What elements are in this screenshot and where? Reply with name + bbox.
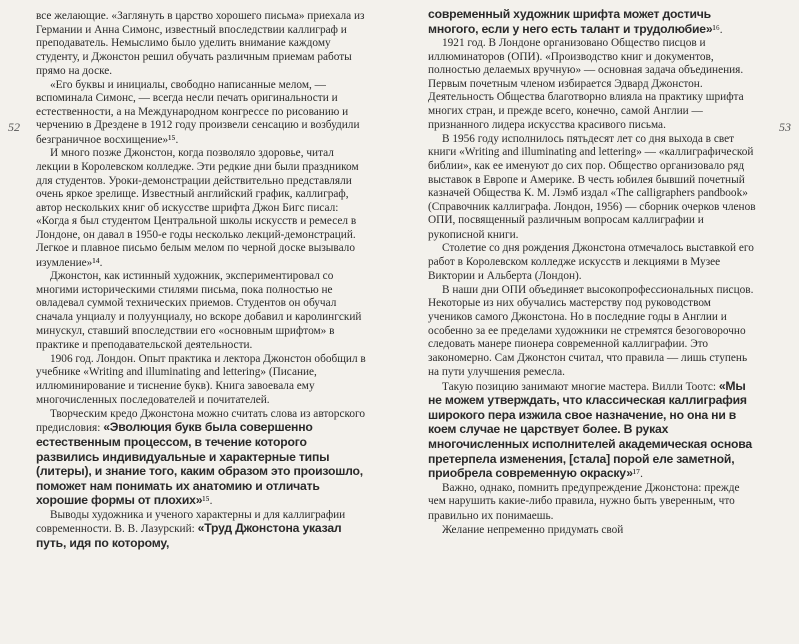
paragraph: «Его буквы и инициалы, свободно написанные мелом, — вспоминала Симонс, — всегда несли печать оригинальности и естественности, а на Международном конгрессе по рисованию и черчению в Дрездене в 1912 году произвели сенсацию и возбудили безграничное восхищение»¹⁵.	[36, 78, 360, 146]
paragraph: все желающие. «Заглянуть в царство хорошего письма» приехала из Германии и Анна Симонс, известный впоследствии каллиграф и преподаватель. Немыслимо было уделить внимание каждому студенту, и Джонстон решил обучать различным приемам работы прямо на доске.	[36, 10, 365, 78]
paragraph: И много позже Джонстон, когда позволяло здоровье, читал лекции в Королевском колледже. Эти редкие дни были праздником для студентов. Уроки-демонстрации действительно представляли очень яркое зрелище. Известный английский график, каллиграф, автор нескольких книг об искусстве шрифта Джон Бигс писал: «Когда я был студентом Центральной школы искусств и ремесел в Лондоне, он давал в 1950-е годы несколько лекций-демонстраций. Легкое и плавное письмо белым мелом по черной доске вызывало изумление»¹⁴.	[36, 147, 359, 269]
quote-bold: современный художник шрифта может достичь многого, если у него есть талант и трудолюбие»	[428, 7, 713, 36]
paragraph: Желание непременно придумать свой	[442, 524, 624, 537]
quote-bold: «Мы не можем утверждать, что классическая каллиграфия широкого пера изжила свое назначение, но она ни в коем случае не царствует более. В руках многочисленных исполнителей академическая основа претерпела изменения, [стала] порой еле заметной, приобрела современную окраску»	[428, 378, 752, 481]
quote-bold: «Труд Джонстона указал путь, идя по которому,	[36, 521, 342, 550]
page-number-left: 52	[8, 120, 20, 134]
paragraph: 1921 год. В Лондоне организовано Общество писцов и иллюминаторов (ОПИ). «Производство книг и документов, полностью делаемых вручную» — основная задача объединения. Первым почетным членом избирается Эдвард Джонстон. Деятельность Общества благотворно влияла на практику шрифта многих стран, и прежде всего, конечно, самой Англии — признанного лидера искусства красивого письма.	[428, 37, 744, 132]
paragraph: Такую позицию занимают многие мастера. Вилли Тоотс: «Мы не можем утверждать, что классическая каллиграфия широкого пера изжила свое назначение, но она ни в коем случае не царствует более. В руках многочисленных исполнителей академическая основа претерпела изменения, [стала] порой еле заметной, приобрела современную окраску»¹⁷.	[428, 378, 752, 481]
paragraph: Джонстон, как истинный художник, экспериментировал со многими историческими стилями письма, пока полностью не овладевал суммой технических приемов. Студентов он обучал сначала унциалу и полуунциалу, но вскоре добавил и каролингский минускул, ставший впоследствии его «основным шрифтом» в практике и преподавательской деятельности.	[36, 270, 362, 352]
paragraph: В наши дни ОПИ объединяет высокопрофессиональных писцов. Некоторые из них обучались мастерству под руководством учеников самого Джонстона. Но в последние годы в Англии и особенно за ее пределами художники не стремятся безоговорочно следовать манере пионера современной каллиграфии. Это закономерно. Сам Джонстон считал, что правила — лишь ступень на пути улучшения ремесла.	[428, 283, 754, 379]
paragraph: современный художник шрифта может достичь многого, если у него есть талант и трудолюбие»¹⁶.	[428, 7, 723, 36]
paragraph: Творческим кредо Джонстона можно считать слова из авторского предисловия: «Эволюция букв была совершенно естественным процессом, в течение которого развились индивидуальные и характерные типы (литеры), и знание того, каким образом это произошло, поможет нам понимать их анатомию и отличать хорошие формы от плохих»¹⁵.	[36, 407, 366, 508]
right-text-column	[428, 0, 758, 644]
paragraph: В 1956 году исполнилось пятьдесят лет со дня выхода в свет книги «Writing and illuminating and lettering» — «каллиграфической библии», как ее именуют до сих пор. Общество организовало ряд выставок в Европе и Америке. В честь юбилея бывший почетный казначей Общества К. М. Лэмб издал «The calligraphers pandbook» (Справочник каллиграфа. Лондон, 1956) — сборник очерков членов ОПИ, посвященный различным вопросам каллиграфии и рукописной книги.	[428, 132, 756, 241]
paragraph: 1906 год. Лондон. Опыт практика и лектора Джонстон обобщил в учебнике «Writing and illuminating and lettering» (Писание, иллюминирование и тиснение букв). Книга завоевала ему многочисленных последователей и почитателей.	[36, 352, 366, 407]
paragraph: Столетие со дня рождения Джонстона отмечалось выставкой его работ в Королевском колледже искусств и лекциями в Музее Виктории и Альберта (Лондон).	[428, 242, 754, 283]
paragraph: Выводы художника и ученого характерны и для каллиграфии современности. В. В. Лазурский: «Труд Джонстона указал путь, идя по которому,	[36, 508, 346, 550]
quote-bold: «Эволюция букв была совершенно естественным процессом, в течение которого развились индивидуальные и характерные типы (литеры), и знание того, каким образом это произошло, поможет нам понимать их анатомию и отличать хорошие формы от плохих»	[36, 420, 363, 508]
paragraph: Важно, однако, помнить предупреждение Джонстона: прежде чем нарушить какие-либо правила, нужно быть уверенным, что правильно их понимаешь.	[428, 481, 740, 522]
left-text-column	[36, 0, 366, 644]
page-number-right: 53	[779, 120, 791, 134]
